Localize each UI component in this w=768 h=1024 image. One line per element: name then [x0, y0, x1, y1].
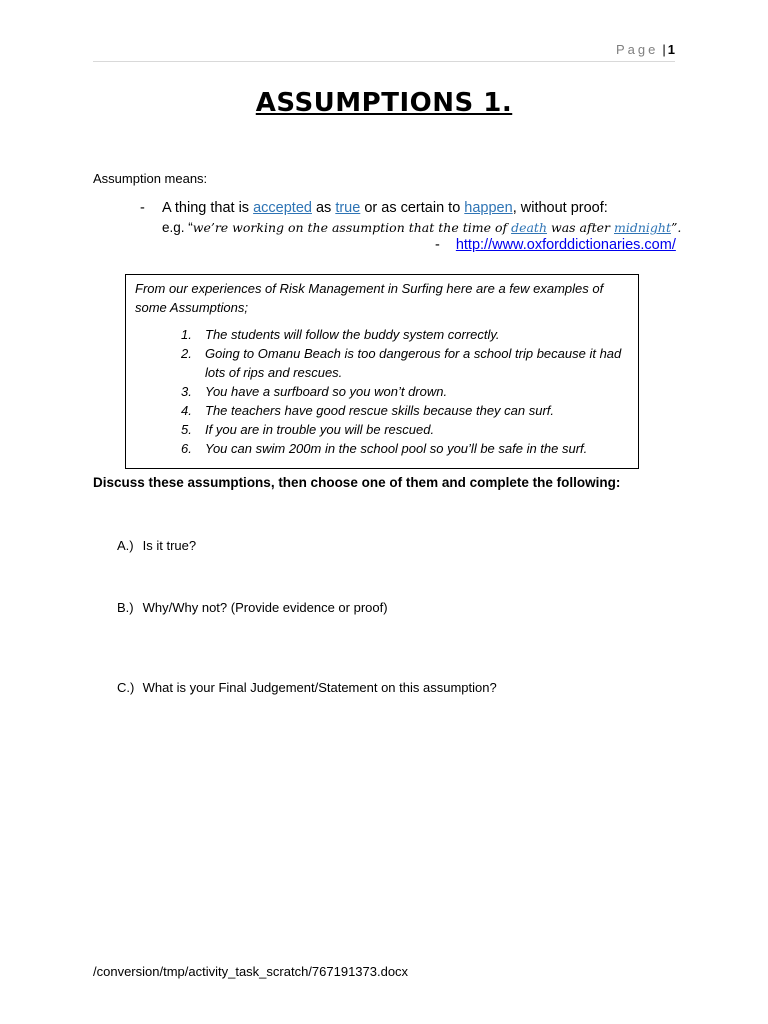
definition-text-4: , without proof:	[512, 200, 608, 216]
list-item	[135, 344, 629, 382]
intro-label: Assumption means:	[93, 171, 208, 186]
page-number: 1	[667, 42, 675, 57]
question-label: B.)	[117, 600, 134, 615]
example-text-2: was after	[547, 220, 614, 235]
box-intro: From our experiences of Risk Management in Surfing here are a few examples of some Assumptions;	[135, 281, 604, 315]
list-item-number: 4.	[181, 403, 192, 418]
example-line	[162, 220, 681, 235]
definition-text-1: A thing that is	[162, 200, 254, 216]
file-path-footer: /conversion/tmp/activity_task_scratch/767191373.docx	[93, 964, 409, 979]
question-c	[117, 680, 497, 695]
list-item	[135, 401, 629, 420]
list-item-text: You can swim 200m in the school pool so you’ll be safe in the surf.	[205, 441, 588, 456]
example-text-1: we’re working on the assumption that the time of	[192, 220, 512, 235]
assumptions-box	[125, 274, 639, 469]
source-dash: -	[435, 237, 440, 253]
link-accepted[interactable]: accepted	[253, 200, 312, 216]
question-text: Is it true?	[142, 538, 197, 553]
link-true[interactable]: true	[335, 200, 361, 216]
page-separator: |	[662, 42, 666, 57]
list-item-number: 2.	[181, 346, 192, 361]
list-item-text: If you are in trouble you will be rescued.	[205, 422, 435, 437]
question-text: What is your Final Judgement/Statement on this assumption?	[142, 680, 497, 695]
list-item	[135, 420, 629, 439]
list-item	[135, 439, 629, 458]
source-line	[435, 237, 676, 253]
page-word: Page	[616, 42, 659, 57]
list-item-text: You have a surfboard so you won’t drown.	[205, 384, 448, 399]
page-header	[93, 42, 675, 62]
list-item-number: 5.	[181, 422, 192, 437]
link-midnight[interactable]: midnight	[613, 220, 671, 235]
question-b	[117, 600, 388, 615]
page-title: ASSUMPTIONS 1.	[255, 88, 513, 118]
question-label: C.)	[117, 680, 135, 695]
list-item-text: The teachers have good rescue skills because they can surf.	[205, 403, 555, 418]
question-text: Why/Why not? (Provide evidence or proof)	[142, 600, 388, 615]
example-prefix: e.g. “	[162, 220, 193, 235]
list-item	[135, 382, 629, 401]
source-link[interactable]: http://www.oxforddictionaries.com/	[455, 237, 676, 253]
definition-dash: -	[140, 200, 145, 216]
link-happen[interactable]: happen	[464, 200, 513, 216]
list-item-text: The students will follow the buddy system correctly.	[205, 327, 500, 342]
list-item-number: 3.	[181, 384, 192, 399]
definition-text-3: or as certain to	[360, 200, 465, 216]
link-death[interactable]: death	[511, 220, 548, 235]
assumptions-list	[135, 325, 629, 458]
question-a	[117, 538, 196, 553]
definition-line	[140, 200, 608, 216]
list-item-text: Going to Omanu Beach is too dangerous for a school trip because it had lots of rips and rescues.	[205, 346, 622, 380]
list-item-number: 6.	[181, 441, 192, 456]
example-suffix: ”.	[670, 220, 682, 235]
discuss-instruction: Discuss these assumptions, then choose one of them and complete the following:	[93, 475, 621, 490]
definition-text-2: as	[311, 200, 336, 216]
question-label: A.)	[117, 538, 134, 553]
list-item	[135, 325, 629, 344]
list-item-number: 1.	[181, 327, 192, 342]
